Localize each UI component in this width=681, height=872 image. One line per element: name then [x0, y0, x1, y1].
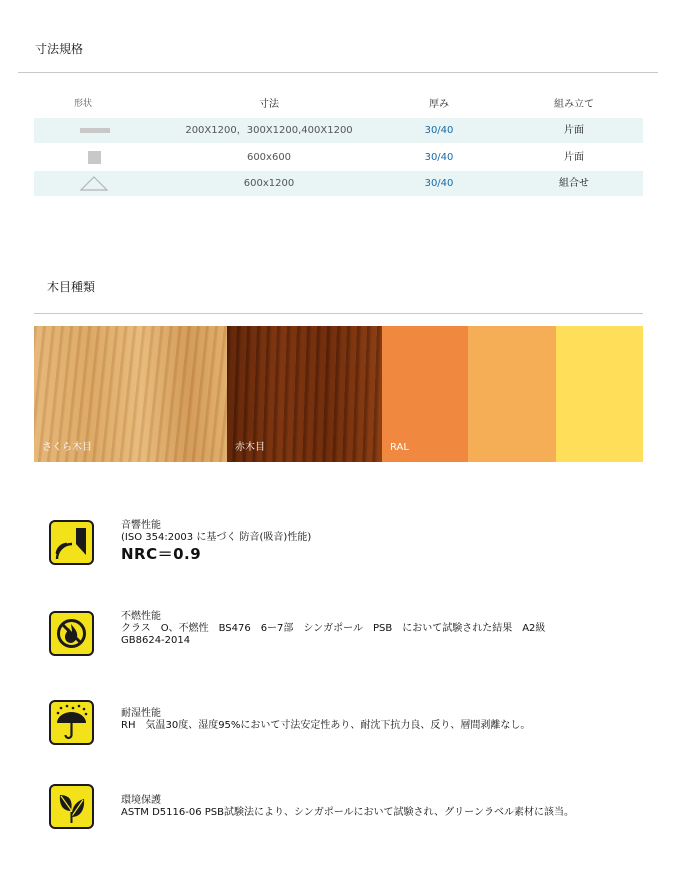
col-dimension: 寸法 [259, 99, 279, 110]
flat-bar-icon [42, 118, 132, 143]
col-shape: 形状 [74, 99, 93, 109]
feature-description: RH 気温30度、湿度95%において寸法安定性あり、耐沈下抗力良、反り、層間剥離なし。 [121, 720, 531, 731]
feature-text [121, 611, 545, 647]
swatch-ral-light-orange [468, 326, 556, 462]
swatch-label: 赤木目 [235, 442, 265, 453]
feature-description: クラス O、不燃性 BS476 6ー7部 シンガポール PSB において試験された結果 A2級 [121, 623, 546, 634]
feature-description: ASTM D5116-06 PSB試験法により、シンガポールにおいて試験され、グリーンラベル素材に該当。 [121, 807, 574, 818]
dimension-cell: 600x600 [246, 152, 292, 163]
leaf-eco-icon [49, 784, 94, 829]
feature-standard: GB8624-2014 [121, 635, 191, 646]
assembly-cell: 片面 [564, 125, 584, 136]
feature-text [121, 795, 574, 819]
feature-title: 音響性能 [121, 520, 161, 531]
wood-types-heading: 木目種類 [47, 280, 96, 294]
table-row [34, 145, 643, 170]
feature-description: (ISO 354:2003 に基づく 防音(吸音)性能) [121, 532, 312, 543]
assembly-cell: 片面 [564, 152, 584, 163]
feature-title: 不燃性能 [121, 611, 161, 622]
wood-swatch-strip [34, 326, 643, 462]
fire-resistance-icon [49, 611, 94, 656]
thickness-cell: 30/40 [424, 125, 454, 136]
triangle-outline-icon [42, 171, 132, 196]
assembly-cell: 組合せ [559, 178, 589, 189]
col-thickness: 厚み [429, 99, 449, 110]
swatch-label: RAL [390, 442, 409, 453]
swatch-sakura-wood [34, 326, 227, 462]
feature-text [121, 520, 311, 564]
swatch-red-wood [227, 326, 382, 462]
feature-title: 耐湿性能 [121, 708, 161, 719]
nrc-value: NRC＝0.9 [121, 545, 202, 563]
moisture-resistance-icon [49, 700, 94, 745]
sound-absorption-icon [49, 520, 94, 565]
dimension-cell: 200X1200，300X1200,400X1200 [185, 125, 353, 136]
divider [34, 313, 643, 314]
square-icon [42, 145, 132, 170]
spec-table-header [34, 92, 643, 117]
dimension-cell: 600x1200 [243, 178, 295, 189]
thickness-cell: 30/40 [424, 178, 454, 189]
swatch-label: さくら木目 [42, 442, 92, 453]
feature-text [121, 708, 530, 732]
swatch-ral-yellow [556, 326, 643, 462]
col-assembly: 組み立て [554, 99, 594, 110]
size-spec-heading: 寸法規格 [35, 42, 84, 56]
divider [18, 72, 658, 73]
table-row [34, 118, 643, 143]
table-row [34, 171, 643, 196]
thickness-cell: 30/40 [424, 152, 454, 163]
feature-title: 環境保護 [121, 795, 161, 806]
swatch-ral-orange [382, 326, 468, 462]
